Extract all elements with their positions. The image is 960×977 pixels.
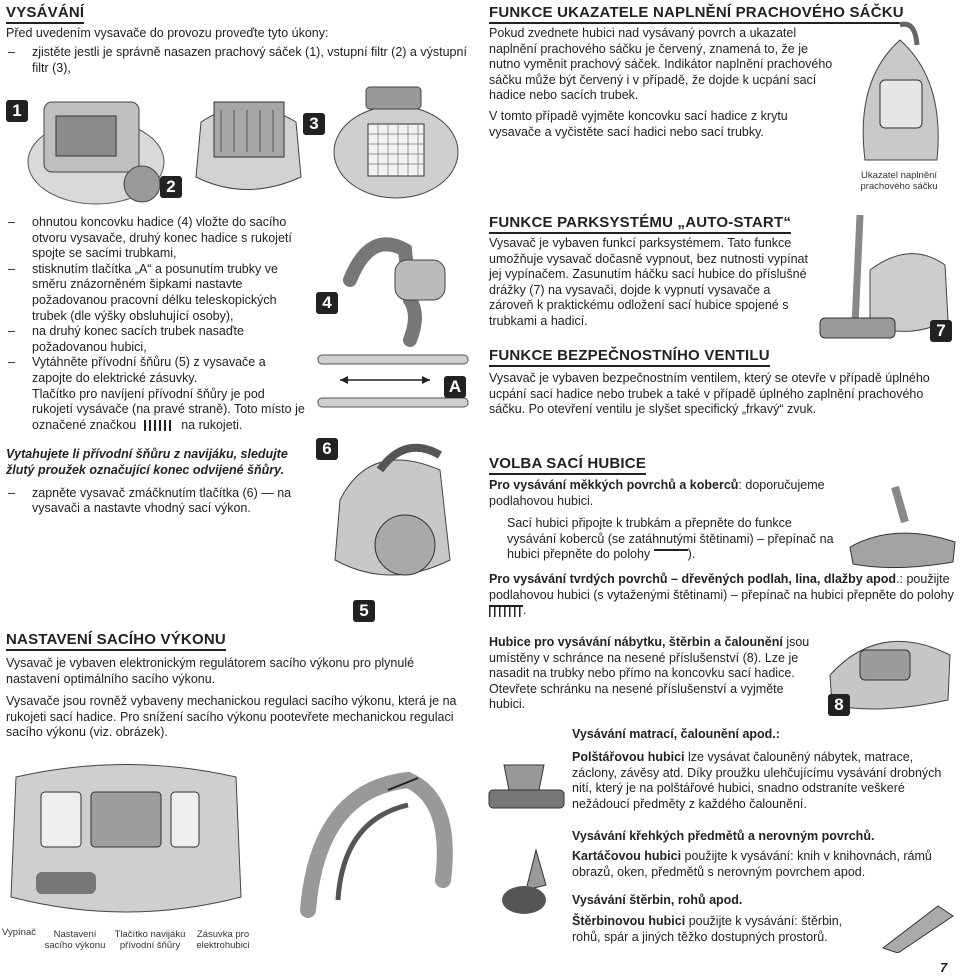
fragile-text: Kartáčovou hubici použijte k vysávání: knih v knihovnách, rámů obrazů, oken, předmětů s nerovným povrchem apod.	[572, 849, 932, 879]
caption-switch: Vypínač	[2, 927, 36, 938]
crevice-title: Vysávání štěrbin, rohů apod.	[572, 893, 743, 907]
hose-tube-vacuum-illustration	[310, 220, 470, 620]
power-p2: Vysavače jsou rovněž vybaveny mechanickou regulaci sacího výkonu, která je na rukojeti sací hadice. Pro snížení sacího výkonu pootevřete mechanickou regulaci sacího výkonu (viz. obrázek).	[6, 694, 457, 740]
caption-socket: Zásuvka pro elektrohubici	[196, 929, 250, 951]
section-title-nozzle: VOLBA SACÍ HUBICE	[489, 455, 646, 472]
indicator-caption: Ukazatel naplnění prachového sáčku	[860, 170, 938, 192]
caption-power-setting: Nastavení sacího výkonu	[44, 929, 106, 951]
carpet-mode-icon	[654, 549, 688, 560]
power-p1: Vysavač je vybaven elektronickým regulátorem sacího výkonu pro plynulé nastavení optimálního sacího výkonu.	[6, 656, 415, 686]
fragile-title: Vysávání křehkých předmětů a nerovným povrchů.	[572, 829, 875, 843]
step-2: – ohnutou koncovku hadice (4) vložte do sacího otvoru vysavače, druhý konec hadice s rukojetí spojte se sacími trubkami,	[6, 215, 308, 262]
step-3: – stisknutím tlačítka „A“ a posunutím trubky ve směru znázorněném šipkami nastavte požadovanou pracovní délku teleskopických trubek (dle výšky obsluhující osoby),	[6, 262, 308, 324]
vacuum-exhaust-filter-illustration	[326, 82, 466, 202]
nozzle-furniture: Hubice pro vysávání nábytku, štěrbin a čalounění jsou umístěny v schránce na nesené příslušenství (8). Lze je nasadit na trubky nebo přímo na koncovku sací hadice. Otevřete schránku na nesené příslušenství a vyjměte hubici.	[489, 635, 810, 712]
section-title-indicator: FUNKCE UKAZATELE NAPLNĚNÍ PRACHOVÉHO SÁČKU	[489, 4, 904, 21]
park-p1: Vysavač je vybaven funkcí parksystémem. Tato funkce umožňuje vysavač dočasně vypnout, bez nutnosti vypínat jej vypínačem. Zasunutím háčku sací hubice do příslušné drážky (7) na vysavači, dojde k vypnutí vysavače a zároveň k praktickému odložení sací hubice spojené s trubkami a hadicí.	[489, 236, 808, 328]
vacuum-filter-illustration	[186, 82, 306, 197]
label-6: 6	[316, 438, 338, 460]
cord-note: Tlačítko pro navíjení přívodní šňůry je pod rukojetí vysávače (na pravé straně). Toto místo je označené značkou na rukojeti.	[32, 386, 305, 432]
label-1: 1	[6, 100, 28, 122]
label-a: A	[444, 376, 466, 398]
hard-floor-mode-icon	[489, 605, 523, 617]
step-1: – zjistěte jestli je správně nasazen prachový sáček (1), vstupní filtr (2) a výstupní filtr (3),	[6, 45, 482, 76]
label-5: 5	[353, 600, 375, 622]
section-title-power: NASTAVENÍ SACÍHO VÝKONU	[6, 631, 226, 648]
label-3: 3	[303, 113, 325, 135]
section-title-vysavani: VYSÁVÁNÍ	[6, 4, 84, 21]
section-title-valve: FUNKCE BEZPEČNOSTNÍHO VENTILU	[489, 347, 770, 364]
label-7: 7	[930, 320, 952, 342]
step-4: – na druhý konec sacích trubek nasaďte požadovanou hubici,	[6, 324, 308, 355]
mattress-text: Polštářovou hubici lze vysávat čalouněný nábytek, matrace, záclony, závěsy atd. Díky proužku ulehčujícímu vysávání drobných nití, který je na polštářové hubici, snadno odstraníte veškeré nežádoucí předměty z každého čalounění.	[572, 750, 942, 811]
valve-p1: Vysavač je vybaven bezpečnostním ventilem, který se otevře v případě úplného ucpání sací hadice nebo trubek a také v případě úplného zaplnění prachového sáčku. Po otevření ventilu je slyšet specifický „frkavý“ zvuk.	[489, 371, 930, 417]
cord-warning: Vytahujete li přívodní šňůru z navijáku, sledujte žlutý proužek označující konec odvijené šňůry.	[6, 447, 288, 477]
nozzle-hard: Pro vysávání tvrdých povrchů – dřevěných podlah, lina, dlažby apod.: použijte podlahovou hubici (s vytaženými štětinami) – přepínač na hubici přepněte do polohy .	[489, 572, 954, 618]
floor-nozzle-illustration	[845, 482, 960, 572]
caption-cord-button: Tlačítko navijáku přívodní šňůry	[114, 929, 186, 951]
step-6: – zapněte vysavač zmáčknutím tlačítka (6) — na vysavači a nastavte vhodný sací výkon.	[6, 486, 308, 517]
nozzle-soft: Pro vysávání měkkých povrchů a koberců: doporučujeme podlahovou hubici.	[489, 478, 825, 508]
vacuum-open-illustration	[24, 82, 169, 207]
upholstery-nozzle-illustration	[484, 755, 569, 825]
indicator-p1: Pokud zvednete hubici nad vysávaný povrch a ukazatel naplnění prachového sáčku je červený, znamená to, že je nutno vyměnit prachový sáček. Indikátor naplnění prachového sáčku může být červený i v případě, že dojde k ucpání sací hadice nebo sacích trubek.	[489, 26, 833, 103]
rewind-symbol-icon	[144, 420, 174, 431]
label-2: 2	[160, 176, 182, 198]
crevice-nozzle-illustration	[878, 898, 958, 953]
section-title-park: FUNKCE PARKSYSTÉMU „AUTO-START“	[489, 214, 791, 231]
handle-regulator-illustration	[278, 760, 468, 945]
control-panel-illustration	[6, 757, 246, 927]
label-8: 8	[828, 694, 850, 716]
intro-text: Před uvedením vysavače do provozu proveďte tyto úkony:	[6, 26, 329, 40]
nozzle-soft-instr: Sací hubici připojte k trubkám a přepněte do funkce vysávání koberců (se zatáhnutými štětinami) – přepínač na hubici přepněte do polohy ).	[507, 516, 834, 562]
brush-nozzle-illustration	[496, 845, 566, 920]
page-number: 7	[940, 960, 948, 975]
crevice-text: Štěrbinovou hubici použijte k vysávání: štěrbin, rohů, spár a jiných těžko dostupných prostorů.	[572, 914, 843, 944]
mattress-title: Vysávání matrací, čalounění apod.:	[572, 727, 780, 741]
indicator-p2: V tomto případě vyjměte koncovku sací hadice z krytu vysavače a vyčistěte sací hadici nebo sací trubky.	[489, 109, 788, 139]
label-4: 4	[316, 292, 338, 314]
step-5: – Vytáhněte přívodní šňůru (5) z vysavače a zapojte do elektrické zásuvky.	[6, 355, 308, 386]
bag-indicator-illustration	[845, 20, 955, 165]
parking-illustration	[800, 210, 950, 345]
